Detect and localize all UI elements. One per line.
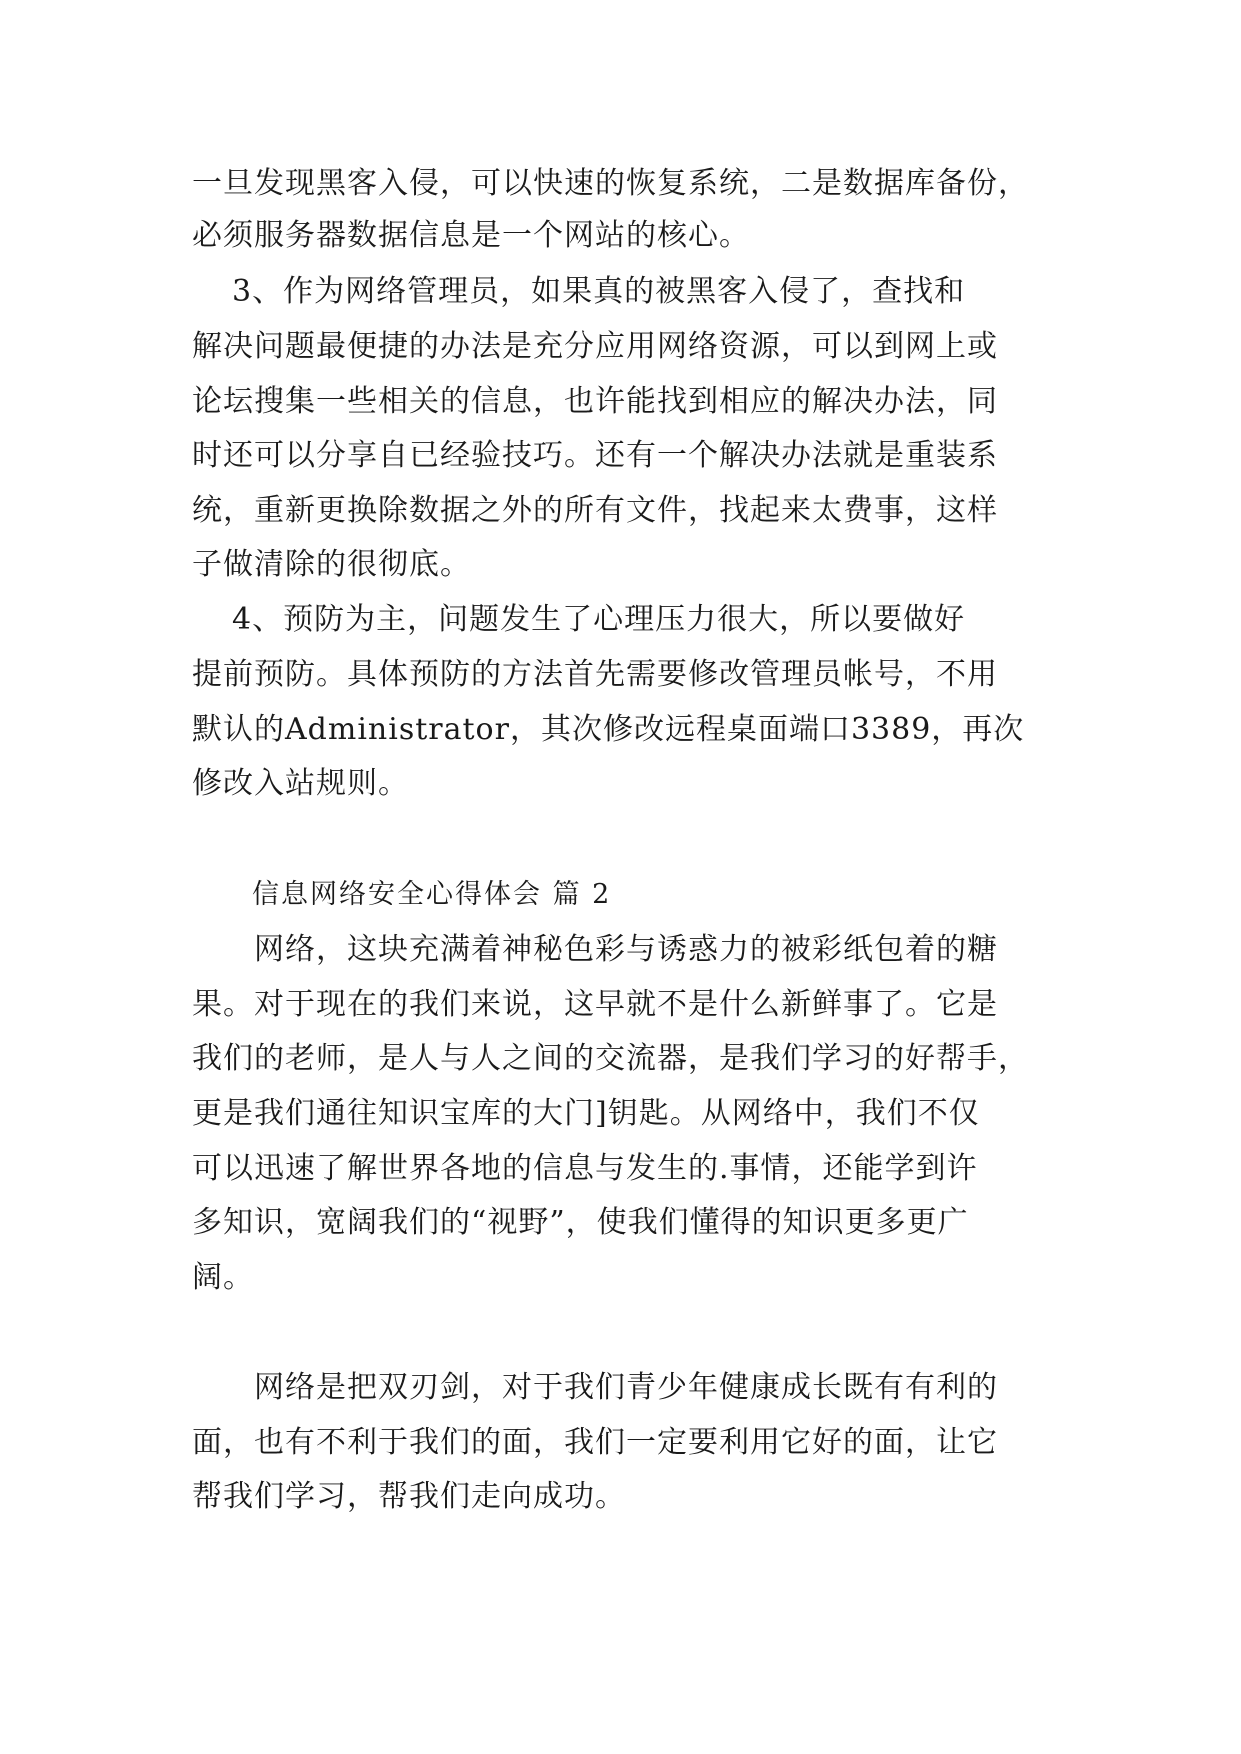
paragraph-line: 我们的老师，是人与人之间的交流器，是我们学习的好帮手， [192,1041,1029,1076]
paragraph-line: 网络，这块充满着神秘色彩与诱惑力的被彩纸包着的糖 [254,932,998,967]
paragraph-line: 3、作为网络管理员，如果真的被黑客入侵了，查找和 [232,274,966,309]
paragraph-line: 阔。 [192,1260,254,1295]
paragraph-line: 一旦发现黑客入侵，可以快速的恢复系统，二是数据库备份， [192,166,1029,201]
paragraph-line: 论坛搜集一些相关的信息，也许能找到相应的解决办法，同 [192,384,998,419]
paragraph-line: 网络是把双刃剑，对于我们青少年健康成长既有有利的 [254,1370,998,1405]
paragraph-line: 4、预防为主，问题发生了心理压力很大，所以要做好 [232,602,966,637]
section-heading: 信息网络安全心得体会 篇 2 [252,879,612,910]
paragraph-line: 面，也有不利于我们的面，我们一定要利用它好的面，让它 [192,1425,998,1460]
paragraph-line: 解决问题最便捷的办法是充分应用网络资源，可以到网上或 [192,329,998,364]
paragraph-line: 帮我们学习，帮我们走向成功。 [192,1479,626,1514]
paragraph-line: 统，重新更换除数据之外的所有文件，找起来太费事，这样 [192,493,998,528]
paragraph-line: 可以迅速了解世界各地的信息与发生的.事情，还能学到许 [192,1151,978,1186]
paragraph-line: 果。对于现在的我们来说，这早就不是什么新鲜事了。它是 [192,987,998,1022]
paragraph-line: 子做清除的很彻底。 [192,547,471,582]
paragraph-line: 必须服务器数据信息是一个网站的核心。 [192,218,750,253]
paragraph-line: 时还可以分享自已经验技巧。还有一个解决办法就是重装系 [192,438,998,473]
paragraph-line: 修改入站规则。 [192,766,409,801]
paragraph-line: 多知识，宽阔我们的“视野”，使我们懂得的知识更多更广 [192,1205,969,1240]
paragraph-line: 默认的Administrator，其次修改远程桌面端口3389，再次 [192,712,1025,747]
paragraph-line: 更是我们通往知识宝库的大门]钥匙。从网络中，我们不仅 [192,1096,980,1131]
paragraph-line: 提前预防。具体预防的方法首先需要修改管理员帐号，不用 [192,657,998,692]
